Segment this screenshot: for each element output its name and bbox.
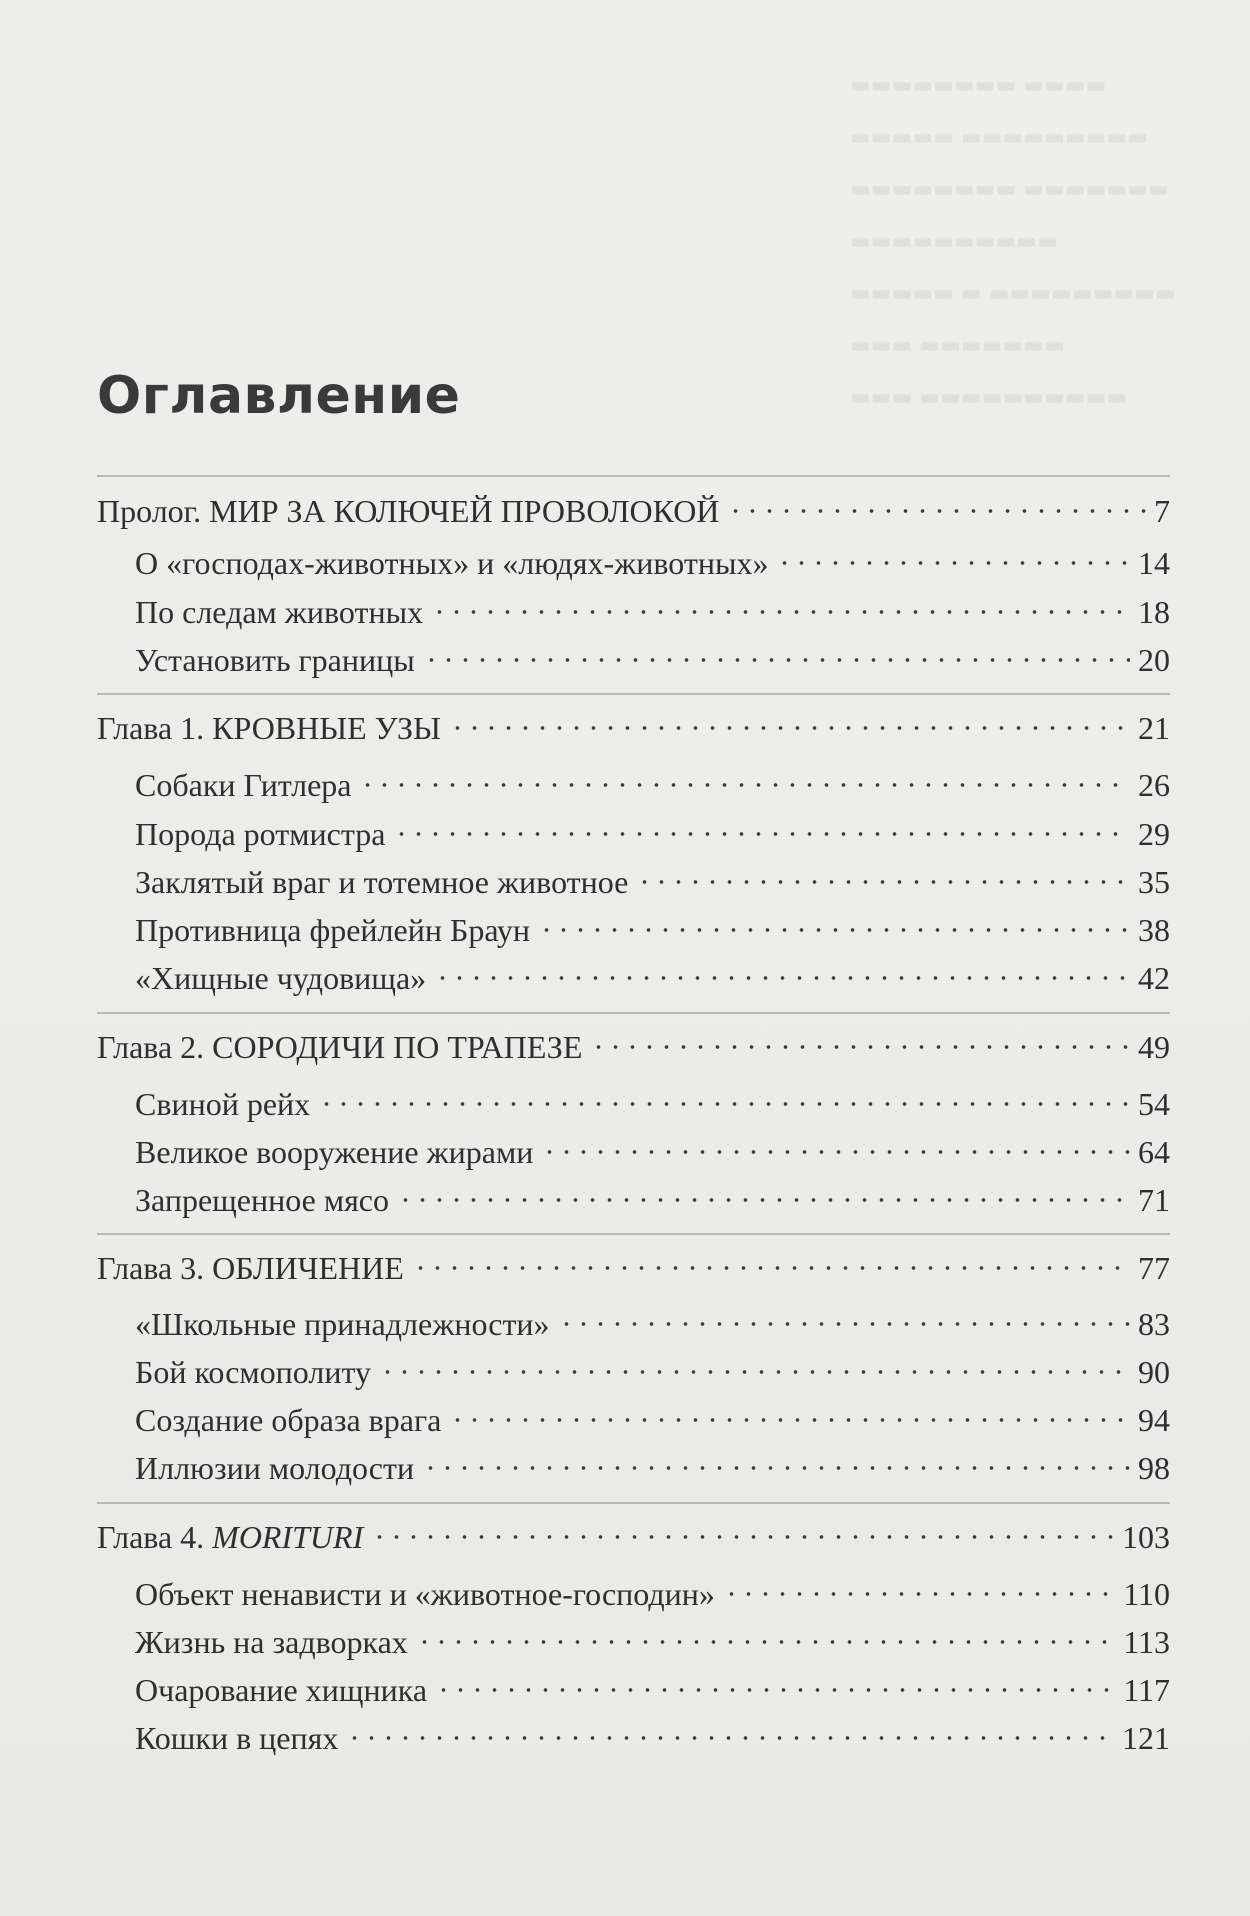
dot-leader [379, 1367, 1130, 1377]
toc-page-number: 20 [1138, 642, 1170, 678]
toc-item[interactable] [135, 642, 1170, 682]
toc-item-label: Жизнь на задворках [135, 1624, 408, 1660]
dot-leader [434, 973, 1130, 983]
toc-item-label: Противница фрейлейн Браун [135, 912, 531, 948]
toc-item[interactable] [135, 545, 1170, 585]
toc-page-number: 113 [1123, 1624, 1170, 1660]
toc-chapter-label: Пролог. МИР ЗА КОЛЮЧЕЙ ПРОВОЛОКОЙ [97, 493, 720, 529]
section-divider [97, 693, 1170, 695]
toc-item[interactable] [135, 864, 1170, 904]
toc-page-number: 90 [1138, 1354, 1170, 1390]
toc-page-number: 110 [1123, 1576, 1170, 1612]
toc-item[interactable] [135, 816, 1170, 856]
toc-item-label: «Школьные принадлежности» [135, 1306, 550, 1342]
section-divider [97, 1233, 1170, 1235]
section-divider [97, 1502, 1170, 1504]
dot-leader [449, 723, 1130, 733]
toc-item[interactable] [135, 1450, 1170, 1490]
toc-chapter-3[interactable] [97, 1250, 1170, 1290]
toc-item-label: Заклятый враг и тотемное животное [135, 864, 629, 900]
toc-page-number: 49 [1138, 1029, 1170, 1065]
dot-leader [727, 506, 1146, 516]
bleed-through-decoration: ▬▬▬▬▬▬▬▬ ▬▬▬▬ ▬▬▬▬▬ ▬▬▬▬▬▬▬▬▬ ▬▬▬▬▬▬▬▬ ▬▬▬▬▬▬▬ ▬▬▬▬▬▬▬▬▬▬ ▬▬▬▬▬ ▬ ▬▬▬▬▬▬▬▬▬ ▬▬▬ ▬▬▬▬▬▬▬ ▬▬▬ ▬▬▬▬▬▬▬▬▬▬ [850, 73, 1176, 410]
toc-page-number: 94 [1138, 1402, 1170, 1438]
toc-item-label: Великое вооружение жирами [135, 1134, 534, 1170]
toc-item-label: Свиной рейх [135, 1086, 311, 1122]
dot-leader [723, 1589, 1115, 1599]
toc-item-label: Запрещенное мясо [135, 1182, 389, 1218]
dot-leader [346, 1733, 1114, 1743]
dot-leader [359, 780, 1130, 790]
toc-item-label: О «господах-животных» и «людях-животных» [135, 545, 769, 581]
toc-page-number: 117 [1123, 1672, 1170, 1708]
toc-page-number: 83 [1138, 1306, 1170, 1342]
toc-page-number: 29 [1138, 816, 1170, 852]
dot-leader [435, 1685, 1115, 1695]
toc-chapter-italic-title: MORITURI [212, 1519, 364, 1555]
dot-leader [318, 1099, 1130, 1109]
dot-leader [371, 1532, 1114, 1542]
toc-item[interactable] [135, 1576, 1170, 1616]
dot-leader [776, 558, 1130, 568]
toc-item[interactable] [135, 1086, 1170, 1126]
toc-chapter-prologue[interactable] [97, 493, 1170, 533]
toc-item[interactable] [135, 1672, 1170, 1712]
toc-page-number: 14 [1138, 545, 1170, 581]
toc-item[interactable] [135, 594, 1170, 634]
toc-page-number: 64 [1138, 1134, 1170, 1170]
dot-leader [431, 607, 1130, 617]
toc-item-label: Установить границы [135, 642, 415, 678]
toc-page-number: 18 [1138, 594, 1170, 630]
toc-chapter-label: Глава 2. СОРОДИЧИ ПО ТРАПЕЗЕ [97, 1029, 583, 1065]
toc-item-label: Очарование хищника [135, 1672, 428, 1708]
toc-item[interactable] [135, 1134, 1170, 1174]
toc-item[interactable] [135, 1182, 1170, 1222]
toc-chapter-label: Глава 3. ОБЛИЧЕНИЕ [97, 1250, 404, 1286]
toc-chapter-4[interactable] [97, 1519, 1170, 1559]
toc-chapter-label [97, 1519, 363, 1556]
toc-item-label: По следам животных [135, 594, 424, 630]
toc-item[interactable] [135, 1624, 1170, 1664]
toc-item[interactable] [135, 960, 1170, 1000]
toc-page-number: 26 [1138, 767, 1170, 803]
dot-leader [590, 1042, 1130, 1052]
toc-page-number: 98 [1138, 1450, 1170, 1486]
toc-page-number: 54 [1138, 1086, 1170, 1122]
dot-leader [422, 1463, 1130, 1473]
toc-page-number: 77 [1138, 1250, 1170, 1286]
toc-chapter-1[interactable] [97, 710, 1170, 750]
toc-page-number: 38 [1138, 912, 1170, 948]
dot-leader [541, 1147, 1130, 1157]
toc-item-label: Кошки в цепях [135, 1720, 339, 1756]
page-title: Оглавление [97, 366, 461, 426]
dot-leader [416, 1637, 1115, 1647]
dot-leader [558, 1319, 1130, 1329]
toc-item[interactable] [135, 1354, 1170, 1394]
toc-chapter-label: Глава 1. КРОВНЫЕ УЗЫ [97, 710, 441, 746]
toc-page-number: 71 [1138, 1182, 1170, 1218]
toc-item-label: Создание образа врага [135, 1402, 442, 1438]
toc-page-number: 21 [1138, 710, 1170, 746]
section-divider [97, 475, 1170, 477]
toc-item[interactable] [135, 1720, 1170, 1760]
toc-page-number: 103 [1122, 1519, 1170, 1555]
toc-item-label: «Хищные чудовища» [135, 960, 427, 996]
dot-leader [636, 877, 1130, 887]
dot-leader [412, 1263, 1130, 1273]
dot-leader [423, 655, 1130, 665]
dot-leader [393, 829, 1130, 839]
toc-item-label: Иллюзии молодости [135, 1450, 415, 1486]
dot-leader [449, 1415, 1130, 1425]
toc-item-label: Объект ненависти и «животное-господин» [135, 1576, 715, 1612]
toc-item[interactable] [135, 912, 1170, 952]
toc-item-label: Бой космополиту [135, 1354, 372, 1390]
toc-chapter-2[interactable] [97, 1029, 1170, 1069]
dot-leader [397, 1195, 1130, 1205]
toc-item-label: Собаки Гитлера [135, 767, 352, 803]
toc-item[interactable] [135, 1402, 1170, 1442]
dot-leader [538, 925, 1130, 935]
toc-item[interactable] [135, 1306, 1170, 1346]
toc-page-number: 121 [1122, 1720, 1170, 1756]
toc-page-number: 35 [1138, 864, 1170, 900]
toc-page-number: 42 [1138, 960, 1170, 996]
toc-item-label: Порода ротмистра [135, 816, 386, 852]
toc-chapter-prefix: Глава 4. [97, 1519, 213, 1555]
toc-page-number: 7 [1154, 493, 1170, 529]
section-divider [97, 1012, 1170, 1014]
toc-item[interactable] [135, 767, 1170, 807]
